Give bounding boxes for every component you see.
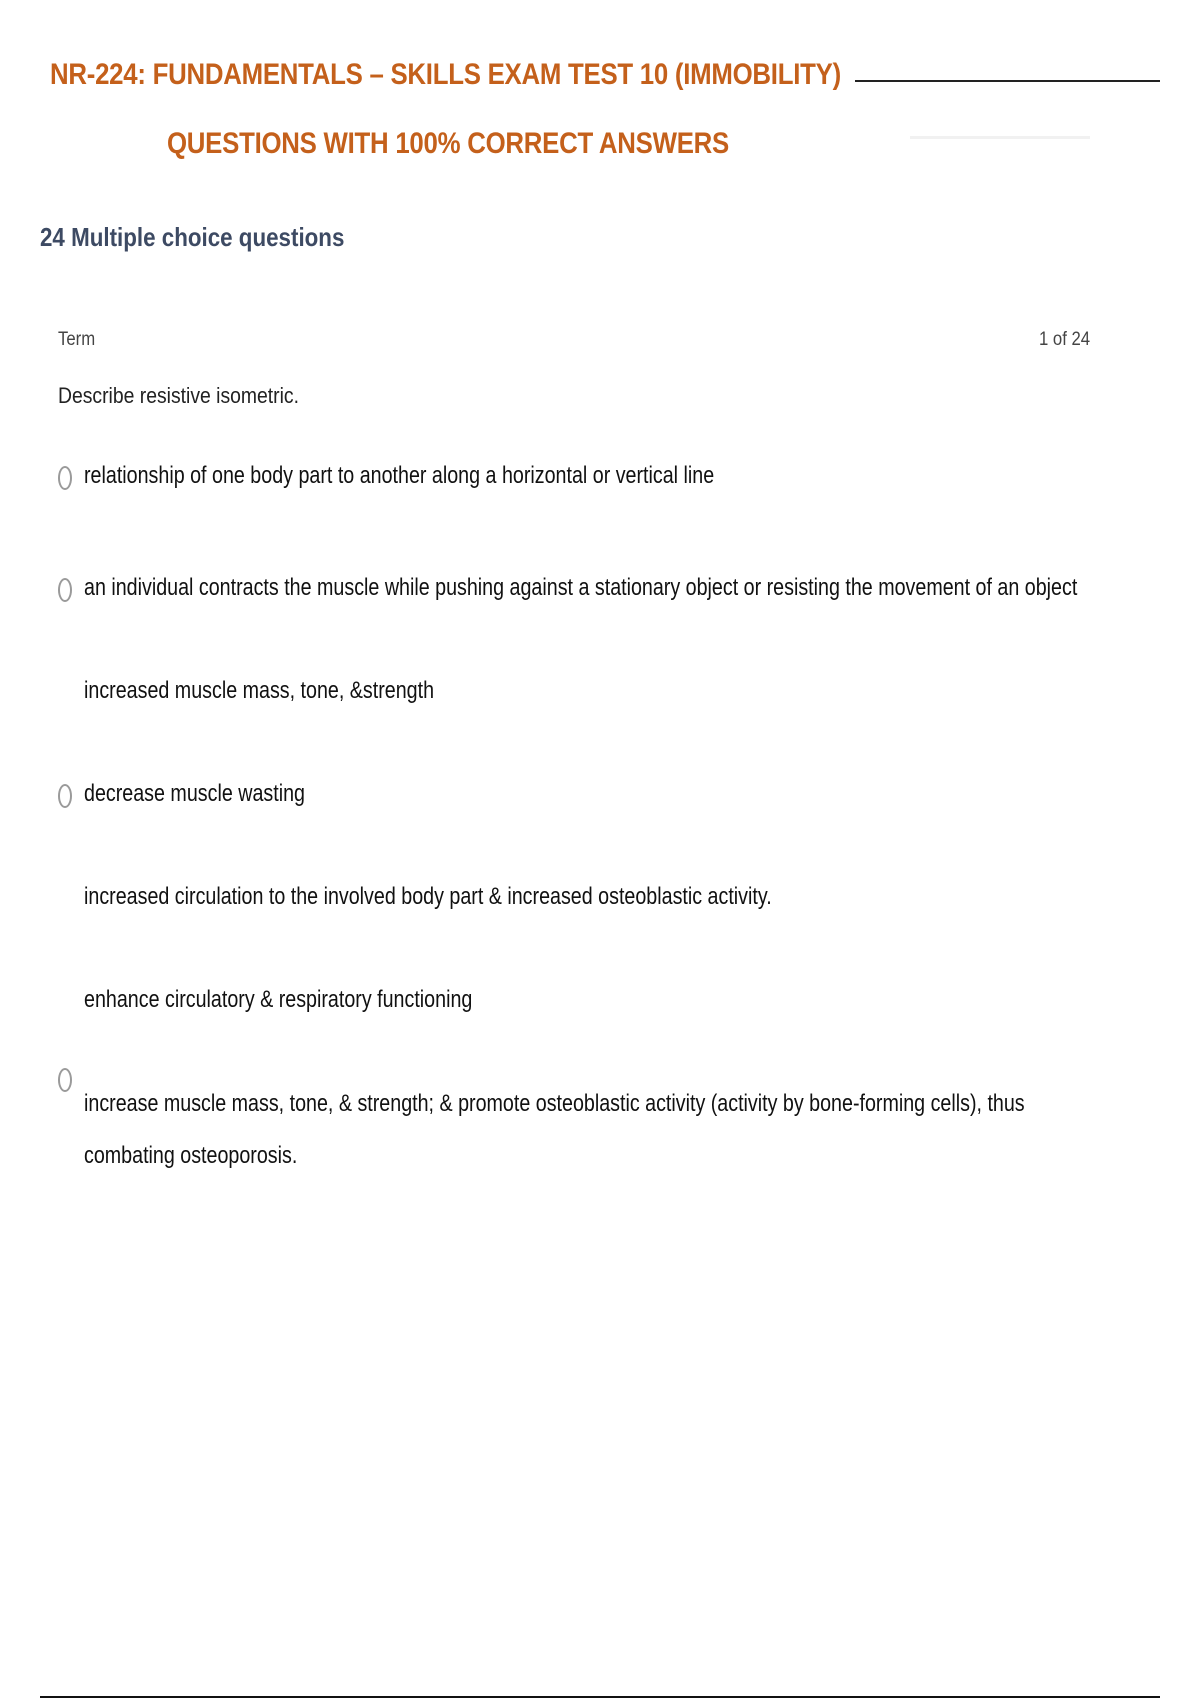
answer-option-label: increased muscle mass, tone, &strength — [84, 677, 435, 704]
question-text: Describe resistive isometric. — [58, 383, 299, 408]
header-divider — [855, 80, 1160, 82]
answer-option-label: increase muscle mass, tone, & strength; & promote osteoblastic activity (activity by bone-forming cells), thus combating osteoporosis. — [84, 1090, 1025, 1169]
radio-button-icon[interactable] — [58, 466, 72, 490]
header-divider-faint — [910, 136, 1090, 139]
document-header — [0, 0, 1200, 200]
radio-button-icon[interactable] — [58, 578, 72, 602]
page-bottom-divider — [40, 1696, 1160, 1698]
answer-option-label: enhance circulatory & respiratory functioning — [84, 986, 473, 1013]
page-title-line-2: QUESTIONS WITH 100% CORRECT ANSWERS — [167, 127, 729, 160]
term-label: Term — [58, 329, 96, 350]
answer-option-label: increased circulation to the involved body part & increased osteoblastic activity. — [84, 883, 772, 910]
answer-option-label: decrease muscle wasting — [84, 780, 305, 807]
question-counter: 1 of 24 — [1038, 329, 1090, 350]
answer-option-label: relationship of one body part to another along a horizontal or vertical line — [84, 462, 715, 489]
radio-button-icon[interactable] — [58, 784, 72, 808]
section-title: 24 Multiple choice questions — [40, 222, 345, 252]
radio-button-icon[interactable] — [58, 1068, 72, 1092]
page-title-line-1: NR-224: FUNDAMENTALS – SKILLS EXAM TEST 10 (IMMOBILITY) — [50, 58, 841, 91]
answer-option-label: an individual contracts the muscle while pushing against a stationary object or resisting the movement of an object — [84, 574, 1078, 601]
